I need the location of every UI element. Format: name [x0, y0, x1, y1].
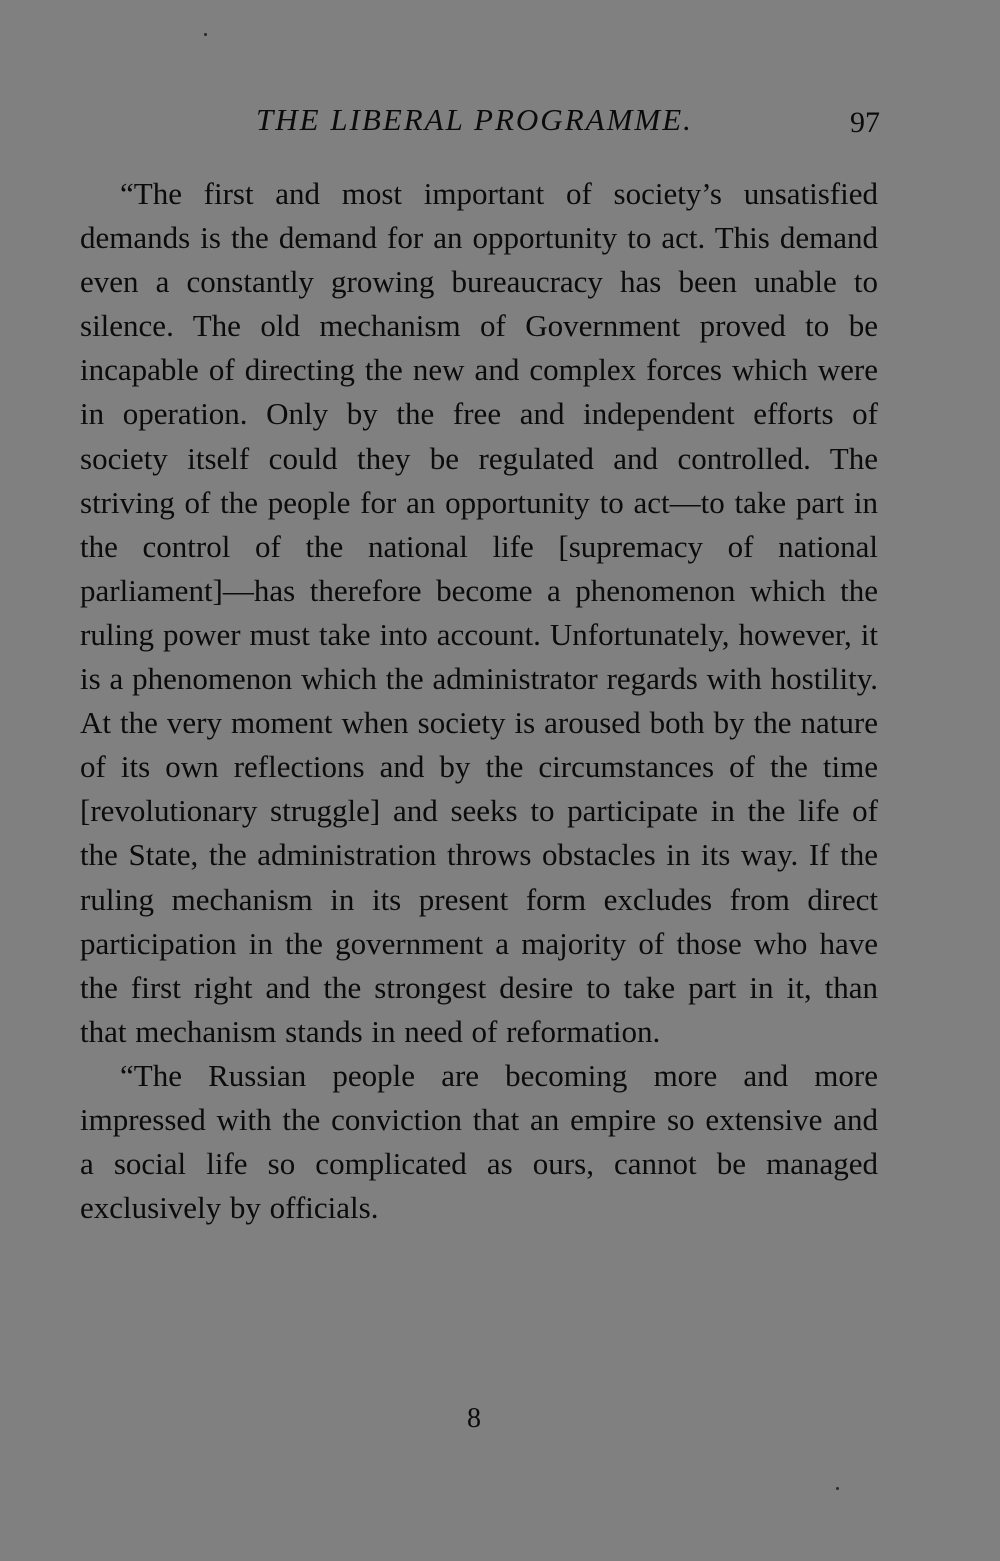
running-title: THE LIBERAL PROGRAMME. — [256, 102, 693, 137]
ink-speck — [836, 1487, 839, 1490]
page-number: 97 — [850, 106, 880, 139]
paragraph: “The first and most important of society’s unsatisfied demands is the demand for an opportunity to act. This demand even a constantly growing bureaucracy has been unable to silence. The old mechanism of Government proved to be incapable of directing the new and complex forces which were in operation. Only by the free and independent efforts of society itself could they be regulated and controlled. The striving of the people for an opportunity to act—to take part in the control of the national life [supremacy of national parliament]—has therefore become a phenomenon which the ruling power must take into account. Unfortunately, however, it is a phenomenon which the administrator regards with hostility. At the very moment when society is aroused both by the nature of its own reflections and by the circumstances of the time [revolutionary struggle] and seeks to participate in the life of the State, the administration throws obstacles in its way. If the ruling mechanism in its present form excludes from direct participation in the government a majority of those who have the first right and the strongest desire to take part in it, than that mechanism stands in need of reformation. — [80, 176, 878, 1049]
paragraph: “The Russian people are becoming more and more impressed with the conviction that an empire so extensive and a social life so complicated as ours, cannot be managed exclusively by officials. — [80, 1057, 878, 1226]
running-head — [78, 100, 880, 144]
body-text — [80, 172, 878, 1230]
signature-mark: 8 — [467, 1403, 481, 1434]
ink-speck — [204, 33, 207, 36]
